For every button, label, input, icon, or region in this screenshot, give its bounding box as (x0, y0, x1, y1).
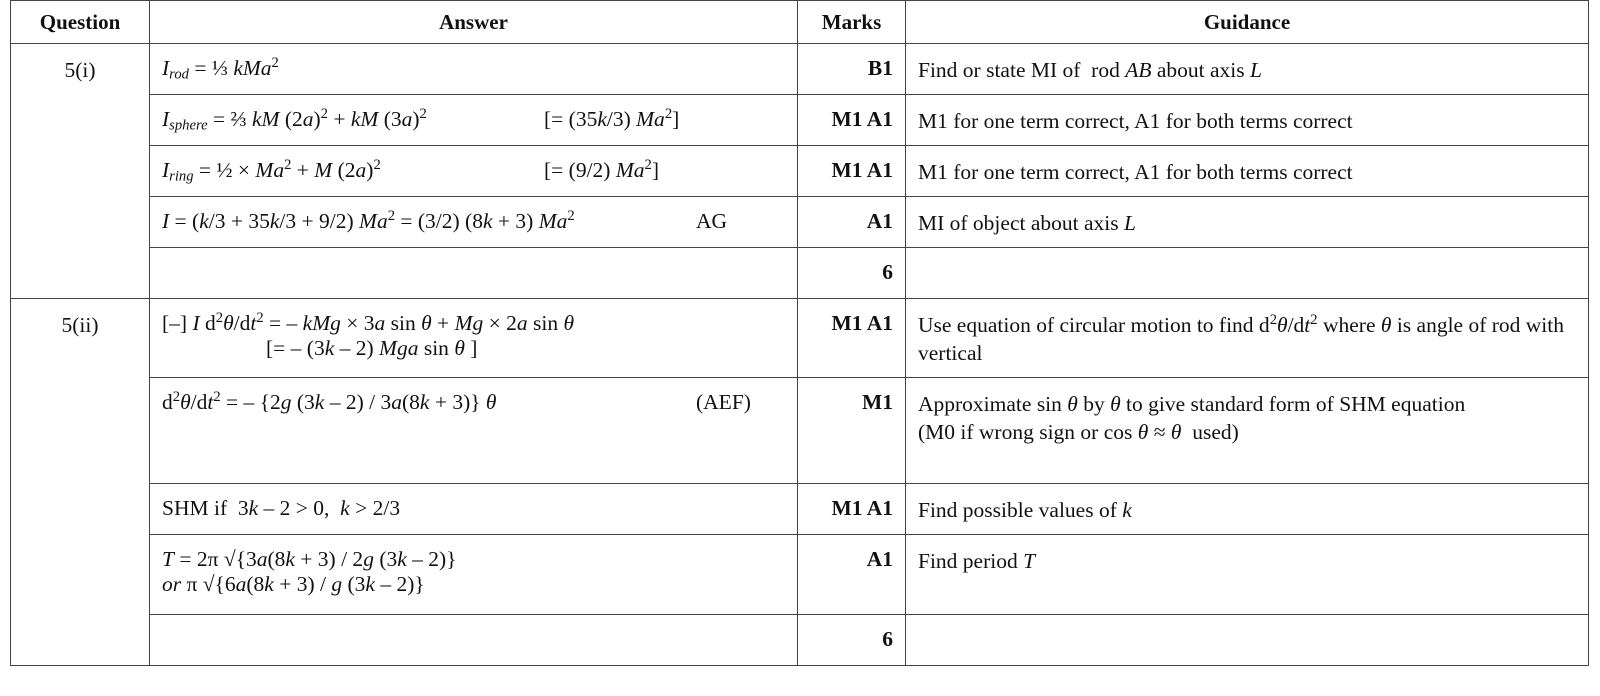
table-row (11, 146, 1589, 197)
answer-text: $I_{sphere}$ = ⅔ kM $(2a)^2$ + kM $(3a)^2$ (162, 105, 427, 134)
guidance-cell: Approximate sin θ by θ to give standard form of SHM equation (M0 if wrong sign or cos θ ≈ θ used) (906, 378, 1589, 484)
header-question: Question (11, 1, 150, 44)
header-answer: Answer (150, 1, 798, 44)
header-marks: Marks (798, 1, 906, 44)
table-row (11, 535, 1589, 615)
total-row (11, 615, 1589, 666)
marks-cell: M1 A1 (798, 95, 906, 146)
marks-cell: M1 A1 (798, 299, 906, 378)
answer-text: I = (k/3 + 35k/3 + 9/2) $Ma^2 = (3/2) (8k + 3)$ Ma$^2$ (162, 207, 575, 233)
question-label: 5(ii) (11, 299, 150, 666)
answer-cell (150, 146, 798, 197)
answer-note: (AEF) (696, 390, 751, 414)
answer-cell (150, 95, 798, 146)
answer-note: [= (35k/3) Ma$^2$] (544, 105, 680, 131)
table-row (11, 197, 1589, 248)
answer-cell (150, 535, 798, 615)
table-row (11, 95, 1589, 146)
guidance-cell: M1 for one term correct, A1 for both terms correct (906, 146, 1589, 197)
guidance-cell (906, 615, 1589, 666)
table-row (11, 378, 1589, 484)
header-guidance: Guidance (906, 1, 1589, 44)
mark-scheme-table (10, 0, 1589, 666)
answer-line2: [= – (3k – 2) Mga sin θ ] (266, 336, 478, 360)
answer-text: [–] I $d^2\theta/dt^2$ = – kMg × 3a sin θ + Mg × 2a sin θ (162, 309, 575, 335)
marks-cell: M1 A1 (798, 146, 906, 197)
answer-text: T = 2π √{3a(8k + 3) / 2g (3k – 2)} (162, 547, 457, 571)
guidance-cell: Find or state MI of rod AB about axis L (906, 44, 1589, 95)
answer-note: [= (9/2) Ma$^2$] (544, 156, 659, 182)
marks-cell: B1 (798, 44, 906, 95)
answer-cell (150, 248, 798, 299)
table-row (11, 44, 1589, 95)
answer-note: AG (696, 209, 728, 233)
answer-cell (150, 44, 798, 95)
marks-cell: A1 (798, 197, 906, 248)
answer-cell (150, 484, 798, 535)
answer-cell (150, 378, 798, 484)
answer-line2: or π √{6a(8k + 3) / g (3k – 2)} (162, 572, 425, 596)
answer-text: SHM if 3k – 2 > 0, k > 2/3 (162, 496, 401, 520)
table-row (11, 484, 1589, 535)
answer-cell (150, 299, 798, 378)
question-label: 5(i) (11, 44, 150, 299)
total-row (11, 248, 1589, 299)
guidance-cell (906, 248, 1589, 299)
total-marks: 6 (798, 615, 906, 666)
marks-cell: M1 (798, 378, 906, 484)
header-row (11, 1, 1589, 44)
marks-cell: A1 (798, 535, 906, 615)
answer-cell (150, 197, 798, 248)
guidance-cell: Find possible values of k (906, 484, 1589, 535)
guidance-cell: MI of object about axis L (906, 197, 1589, 248)
guidance-cell: M1 for one term correct, A1 for both terms correct (906, 95, 1589, 146)
answer-text: $I_{rod}$ = ⅓ kMa$^2$ (162, 54, 279, 83)
total-marks: 6 (798, 248, 906, 299)
answer-cell (150, 615, 798, 666)
answer-text: $d^2\theta/dt^2$ = – {2g (3k – 2) / 3a(8k + 3)} θ (162, 388, 497, 414)
marks-cell: M1 A1 (798, 484, 906, 535)
answer-text: $I_{ring}$ = ½ × $Ma^2 + M$ $(2a)^2$ (162, 156, 381, 185)
guidance-cell: Use equation of circular motion to find $d^2\theta/dt^2$ where θ is angle of rod with vertical (906, 299, 1589, 378)
guidance-cell: Find period T (906, 535, 1589, 615)
table-row (11, 299, 1589, 378)
